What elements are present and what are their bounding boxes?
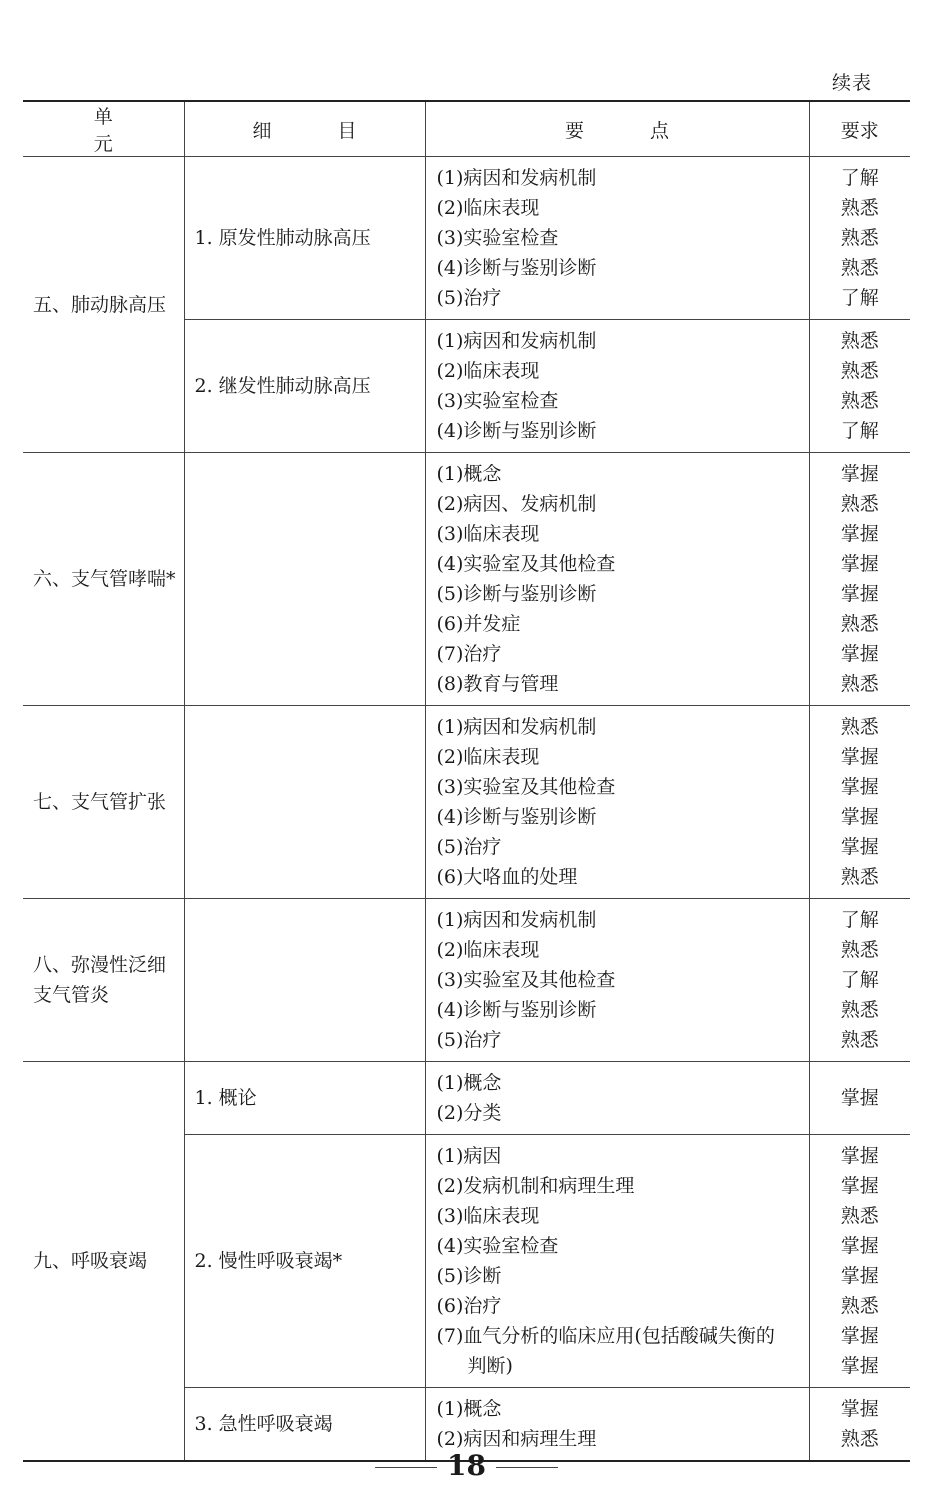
requirement-value: 熟悉 <box>840 999 879 1021</box>
item-cell: 2. 继发性肺动脉高压 <box>184 320 425 453</box>
requirement-value: 熟悉 <box>840 257 879 279</box>
requirement-value: 掌握 <box>840 1265 879 1287</box>
requirement-value: 掌握 <box>840 1145 879 1167</box>
point-line: (4)实验室检查 <box>436 1235 559 1257</box>
requirement-value: 掌握 <box>840 553 879 575</box>
requirement-value: 了解 <box>840 287 879 309</box>
point-line: (5)诊断 <box>436 1265 502 1287</box>
item-cell <box>184 706 425 899</box>
points-cell <box>425 706 809 899</box>
requirement-value: 熟悉 <box>840 866 879 888</box>
point-line: (2)病因和病理生理 <box>436 1428 597 1450</box>
requirement-value: 掌握 <box>840 583 879 605</box>
point-line: (2)病因、发病机制 <box>436 493 597 515</box>
point-line: (7)治疗 <box>436 643 502 665</box>
syllabus-table <box>23 100 910 1462</box>
requirement-value: 掌握 <box>840 746 879 768</box>
points-cell <box>425 157 809 320</box>
point-line: (3)实验室及其他检查 <box>436 776 616 798</box>
point-line: (1)病因和发病机制 <box>436 167 597 189</box>
requirement-value: 熟悉 <box>840 613 879 635</box>
point-line: (4)诊断与鉴别诊断 <box>436 420 597 442</box>
requirement-value: 熟悉 <box>840 227 879 249</box>
point-line: (2)临床表现 <box>436 939 540 961</box>
requirement-value: 了解 <box>840 167 879 189</box>
requirement-value: 熟悉 <box>840 390 879 412</box>
point-line: (5)治疗 <box>436 1029 502 1051</box>
requirement-value: 了解 <box>840 909 879 931</box>
header-row <box>23 101 910 157</box>
requirement-value: 熟悉 <box>840 1295 879 1317</box>
requirements-cell <box>809 706 910 899</box>
point-line: (2)临床表现 <box>436 746 540 768</box>
point-line: (4)诊断与鉴别诊断 <box>436 999 597 1021</box>
page-number: 18 <box>447 1449 486 1482</box>
requirement-value: 掌握 <box>840 776 879 798</box>
requirement-value: 了解 <box>840 969 879 991</box>
page-footer <box>0 1447 931 1487</box>
point-line: (5)诊断与鉴别诊断 <box>436 583 597 605</box>
requirement-value: 掌握 <box>840 1235 879 1257</box>
point-line: (3)实验室及其他检查 <box>436 969 616 991</box>
header-point: 要 点 <box>425 101 809 157</box>
points-cell <box>425 899 809 1062</box>
point-line: (3)临床表现 <box>436 1205 540 1227</box>
footer-rule-right <box>496 1467 558 1468</box>
unit-cell: 六、支气管哮喘* <box>23 453 184 706</box>
point-line: (1)病因 <box>436 1145 502 1167</box>
requirement-value: 掌握 <box>840 523 879 545</box>
table-row <box>23 1062 910 1135</box>
point-line: (4)诊断与鉴别诊断 <box>436 257 597 279</box>
requirement-value: 熟悉 <box>840 1029 879 1051</box>
item-cell: 1. 原发性肺动脉高压 <box>184 157 425 320</box>
requirements-cell <box>809 1062 910 1135</box>
header-requirement: 要求 <box>809 101 910 157</box>
points-cell <box>425 320 809 453</box>
requirement-value: 熟悉 <box>840 360 879 382</box>
requirement-value: 熟悉 <box>840 939 879 961</box>
point-line: (3)实验室检查 <box>436 390 559 412</box>
point-line: (1)病因和发病机制 <box>436 716 597 738</box>
unit-cell: 九、呼吸衰竭 <box>23 1062 184 1462</box>
point-line: (1)概念 <box>436 1072 502 1094</box>
requirement-value: 掌握 <box>840 1175 879 1197</box>
table-row <box>23 453 910 706</box>
points-cell <box>425 453 809 706</box>
requirement-value: 掌握 <box>840 806 879 828</box>
header-item: 细 目 <box>184 101 425 157</box>
point-line: (7)血气分析的临床应用(包括酸碱失衡的 <box>436 1325 775 1347</box>
requirement-value: 熟悉 <box>840 330 879 352</box>
requirement-value: 掌握 <box>840 463 879 485</box>
requirement-value: 了解 <box>840 420 879 442</box>
continuation-label: 续表 <box>832 72 873 94</box>
point-line: (1)病因和发病机制 <box>436 330 597 352</box>
point-line: (4)诊断与鉴别诊断 <box>436 806 597 828</box>
requirement-value: 掌握 <box>840 1398 879 1420</box>
point-line: (2)分类 <box>436 1102 502 1124</box>
point-line: (1)概念 <box>436 463 502 485</box>
requirement-value: 掌握 <box>840 1087 879 1109</box>
points-cell <box>425 1135 809 1388</box>
point-line: (4)实验室及其他检查 <box>436 553 616 575</box>
point-line: (1)病因和发病机制 <box>436 909 597 931</box>
requirements-cell <box>809 157 910 320</box>
table-body <box>23 157 910 1462</box>
requirement-value: 掌握 <box>840 1325 879 1347</box>
point-line: (5)治疗 <box>436 287 502 309</box>
table-row <box>23 706 910 899</box>
item-cell: 3. 急性呼吸衰竭 <box>184 1388 425 1462</box>
requirement-value: 熟悉 <box>840 1428 879 1450</box>
item-cell <box>184 453 425 706</box>
point-line: (2)发病机制和病理生理 <box>436 1175 635 1197</box>
point-line: (2)临床表现 <box>436 360 540 382</box>
point-line: (3)实验室检查 <box>436 227 559 249</box>
table-row <box>23 157 910 320</box>
point-line: (5)治疗 <box>436 836 502 858</box>
requirement-value: 熟悉 <box>840 493 879 515</box>
requirement-value: 掌握 <box>840 643 879 665</box>
table-row <box>23 899 910 1062</box>
point-line: (1)概念 <box>436 1398 502 1420</box>
requirement-value: 熟悉 <box>840 1205 879 1227</box>
footer-rule-left <box>375 1467 437 1468</box>
requirement-value: 掌握 <box>840 836 879 858</box>
requirements-cell <box>809 320 910 453</box>
unit-cell: 七、支气管扩张 <box>23 706 184 899</box>
header-unit: 单 元 <box>23 101 184 157</box>
requirement-value: 熟悉 <box>840 197 879 219</box>
requirement-value: 熟悉 <box>840 716 879 738</box>
point-line: (6)并发症 <box>436 613 521 635</box>
requirements-cell <box>809 453 910 706</box>
item-cell <box>184 899 425 1062</box>
point-line: (2)临床表现 <box>436 197 540 219</box>
requirements-cell <box>809 1135 910 1388</box>
requirement-value: 熟悉 <box>840 673 879 695</box>
unit-cell: 八、弥漫性泛细支气管炎 <box>23 899 184 1062</box>
requirements-cell <box>809 899 910 1062</box>
point-line: (3)临床表现 <box>436 523 540 545</box>
point-line: (6)大咯血的处理 <box>436 866 578 888</box>
point-line: (6)治疗 <box>436 1295 502 1317</box>
requirement-value: 掌握 <box>840 1355 879 1377</box>
item-cell: 2. 慢性呼吸衰竭* <box>184 1135 425 1388</box>
item-cell: 1. 概论 <box>184 1062 425 1135</box>
point-line: 判断) <box>467 1355 513 1377</box>
points-cell <box>425 1062 809 1135</box>
point-line: (8)教育与管理 <box>436 673 559 695</box>
unit-cell: 五、肺动脉高压 <box>23 157 184 453</box>
